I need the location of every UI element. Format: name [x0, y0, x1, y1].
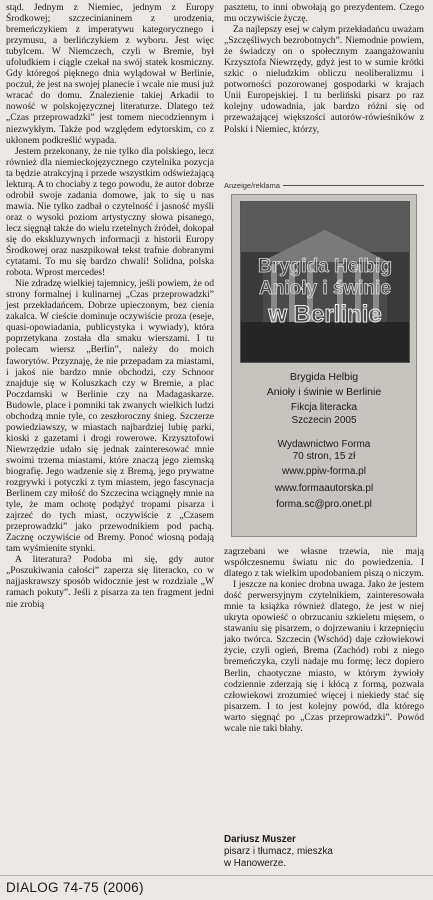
- cover-title-line-2: Anioły i świnie: [259, 278, 391, 299]
- paragraph: Za najlepszy esej w całym przekładańcu uważam „Szczęśliwych bezrobotnych”. Niemodnie powiem, że świadczy on o społecznym zaangażowaniu Krzysztofa Niewrzędy, gdyż jest to w sumie krótki szkic o nieludzkim obliczu neoliberalizmu i potworności pozorowanej gospodarki w krajach Unii Europejskiej. I tu berliński pisarz po raz kolejny udowadnia, jak bardzo różni się od przeważającej większości autorów-rówieśników z Polski i Niemiec, którzy,: [224, 24, 424, 135]
- ad-url-2: www.formaautorska.pl: [274, 483, 374, 494]
- ad-email: forma.sc@pro.onet.pl: [276, 499, 372, 510]
- right-column-top: [224, 2, 424, 135]
- page-footer: DIALOG 74-75 (2006): [6, 880, 144, 895]
- ad-url-1: www.ppiw-forma.pl: [282, 466, 366, 477]
- footer-divider: [0, 875, 433, 876]
- book-advertisement: [231, 194, 417, 537]
- author-description-line-2: w Hanowerze.: [224, 858, 287, 869]
- author-description-line-1: pisarz i tłumacz, mieszka: [224, 846, 333, 857]
- paragraph: Jestem przekonany, że nie tylko dla polskiego, lecz również dla niemieckojęzycznego czytelnika pozycja ta będzie atrakcyjną i przede wszystkim odświeżającą lekturą. A to chociaby z tego powodu, że autor dobrze odrobił swoje zadania domowe, jak to się u nas mawia. Nie tylko zadbał o czytelność i jasność myśli oraz o wysoki poziom artystyczny słowa pisanego, lecz sięgnął także do wielu rzetelnych źródeł, dokopał się do ekskluzywnych informacji z historii Europy Środkowej oraz naszpikował tekst trafnie dobranymi cytatami. To mu się bardzo chwali! Solidna, polska robota. Wprost mercedes!: [6, 145, 214, 279]
- paragraph: I jeszcze na koniec drobna uwaga. Jako że jestem dość perwersyjnym czytelnikiem, zainteresowała mnie ta książka również dlatego, że jest w niej ukryta opowieść o obrzucaniu szkieletu mięsem, o stawaniu się pisarzem, o dojrzewaniu i krzepnięciu jako twórca. Szczecin (Wschód) daje człowiekowi życie, czyli ogień, Brema (Zachód) robi z niego bremeńczyka, czyli nadaje mu formę; lecz dopiero Berlin, chaotyczne miasto, w którym żywioły codziennie zderzają się i kłócą z formą, pozwala człowiekowi zrozumieć więcej i niekiedy stać się pisarzem. I to jest kolejny powód, dla którego warto sięgnąć po „Czas przeprowadzki”. Powód wcale nie taki błahy.: [224, 579, 424, 734]
- ad-publisher: Wydawnictwo Forma: [277, 439, 371, 450]
- ad-book-title: Anioły i świnie w Berlinie: [266, 386, 382, 398]
- ad-label: [224, 181, 424, 190]
- book-cover-image: [240, 201, 410, 363]
- paragraph: A literatura? Podoba mi się, gdy autor „Poszukiwania całości” zaperza się literacko, co w najjaskrawszy sposób widocznie jest w rozdziale „W ramach pokuty”. Jeśli z pisarza za ten fragment jedni nie zrobią: [6, 554, 214, 610]
- paragraph: zagrzebani we własne trzewia, nie mają współczesnemu światu nic do powiedzenia. I dlatego z tak wielkim upodobaniem piszą o niczym.: [224, 546, 424, 580]
- author-name: Dariusz Muszer: [224, 834, 296, 845]
- cover-title-line-3: w Berlinie: [268, 301, 382, 328]
- cover-title-line-1: Brygida Helbig: [257, 256, 393, 277]
- ad-label-rule: [283, 185, 424, 186]
- ad-author: Brygida Helbig: [289, 371, 359, 383]
- right-column-bottom: [224, 546, 424, 734]
- left-column: [6, 2, 214, 610]
- ad-label-text: Anzeige/reklama: [224, 181, 280, 190]
- book-cover-illustration: [241, 202, 409, 362]
- paragraph: stąd. Jednym z Niemiec, jednym z Europy Środkowej; szczecinianinem z urodzenia, bremeńczykiem z imperatywu kategorycznego i przymusu, a berlińczykiem z wyboru. Jest więc tubylcem. W Niemczech, czyli w Bremie, był ufoludkiem i ciągle czekał na swój statek kosmiczny. Gdy któregoś pięknego dnia wylądował w Berlinie, poczuł, że jest na swojej planecie i wcale nie musi już wracać do domu. Znalezienie takiej Arkadii to nowość w polskojęzycznej literaturze. Dlatego też „Czas przeprowadzki” jest tomem niecodziennym i niezwykłym. Także pod względem edytorskim, co z ukłonem podkreślić wypada.: [6, 2, 214, 146]
- paragraph: pasztetu, to inni obwołają go prezydentem. Czego mu oczywiście życzę.: [224, 2, 424, 25]
- paragraph: Nie zdradzę wielkiej tajemnicy, jeśli powiem, że od strony formalnej i kulinarnej „Czas przeprowadzki” jest przekładańcem. Dobrze upieczonym, bez cienia zakalca. W cieście dominuje oczywiście proza (eseje, quasi-opowiadania, publicystyka i wywiady), która poprzetykana została dla smaku wierszami. I tu polecam wiersz „Berlin”, należy do moich faworytów. Przyznaję, że nie przepadam za miastami, i jakoś nie bardzo mnie obchodzi, czy Schnoor znajduje się w Koluszkach czy w Bremie, a plac Poczdamski w Berlinie czy na Madagaskarze. Budowle, place i pomniki tak zwanych wielkich ludzi obchodzą mnie tyle, co zeszłoroczny śnieg. Szczerze powiedziawszy, w miastach najbardziej lubię parki, kioski z gazetami i drogi rowerowe. Krzysztofowi Niewrzędzie udało się jednak zainteresować mnie swoimi trzema miastami, które znaczą jego ziemską biografię. Jego wadzenie się z Bremą, jego prywatne rozgrywki i potyczki z tym miastem, jego fascynacja Berlinem czy miłość do Szczecina wciągnęły mnie na tyle, że mam ochotę podążyć tropami pisarza i zajrzeć do tych miast, oczywiście z „Czasem przeprowadzki” jako przewodnikiem pod pachą. Zacznę oczywiście od Bremy. Ponoć wiosną podają tam wyśmienite stynki.: [6, 278, 214, 555]
- ad-place-year: Szczecin 2005: [291, 415, 357, 426]
- ad-genre: Fikcja literacka: [290, 402, 358, 413]
- ad-pages-price: 70 stron, 15 zł: [292, 451, 356, 462]
